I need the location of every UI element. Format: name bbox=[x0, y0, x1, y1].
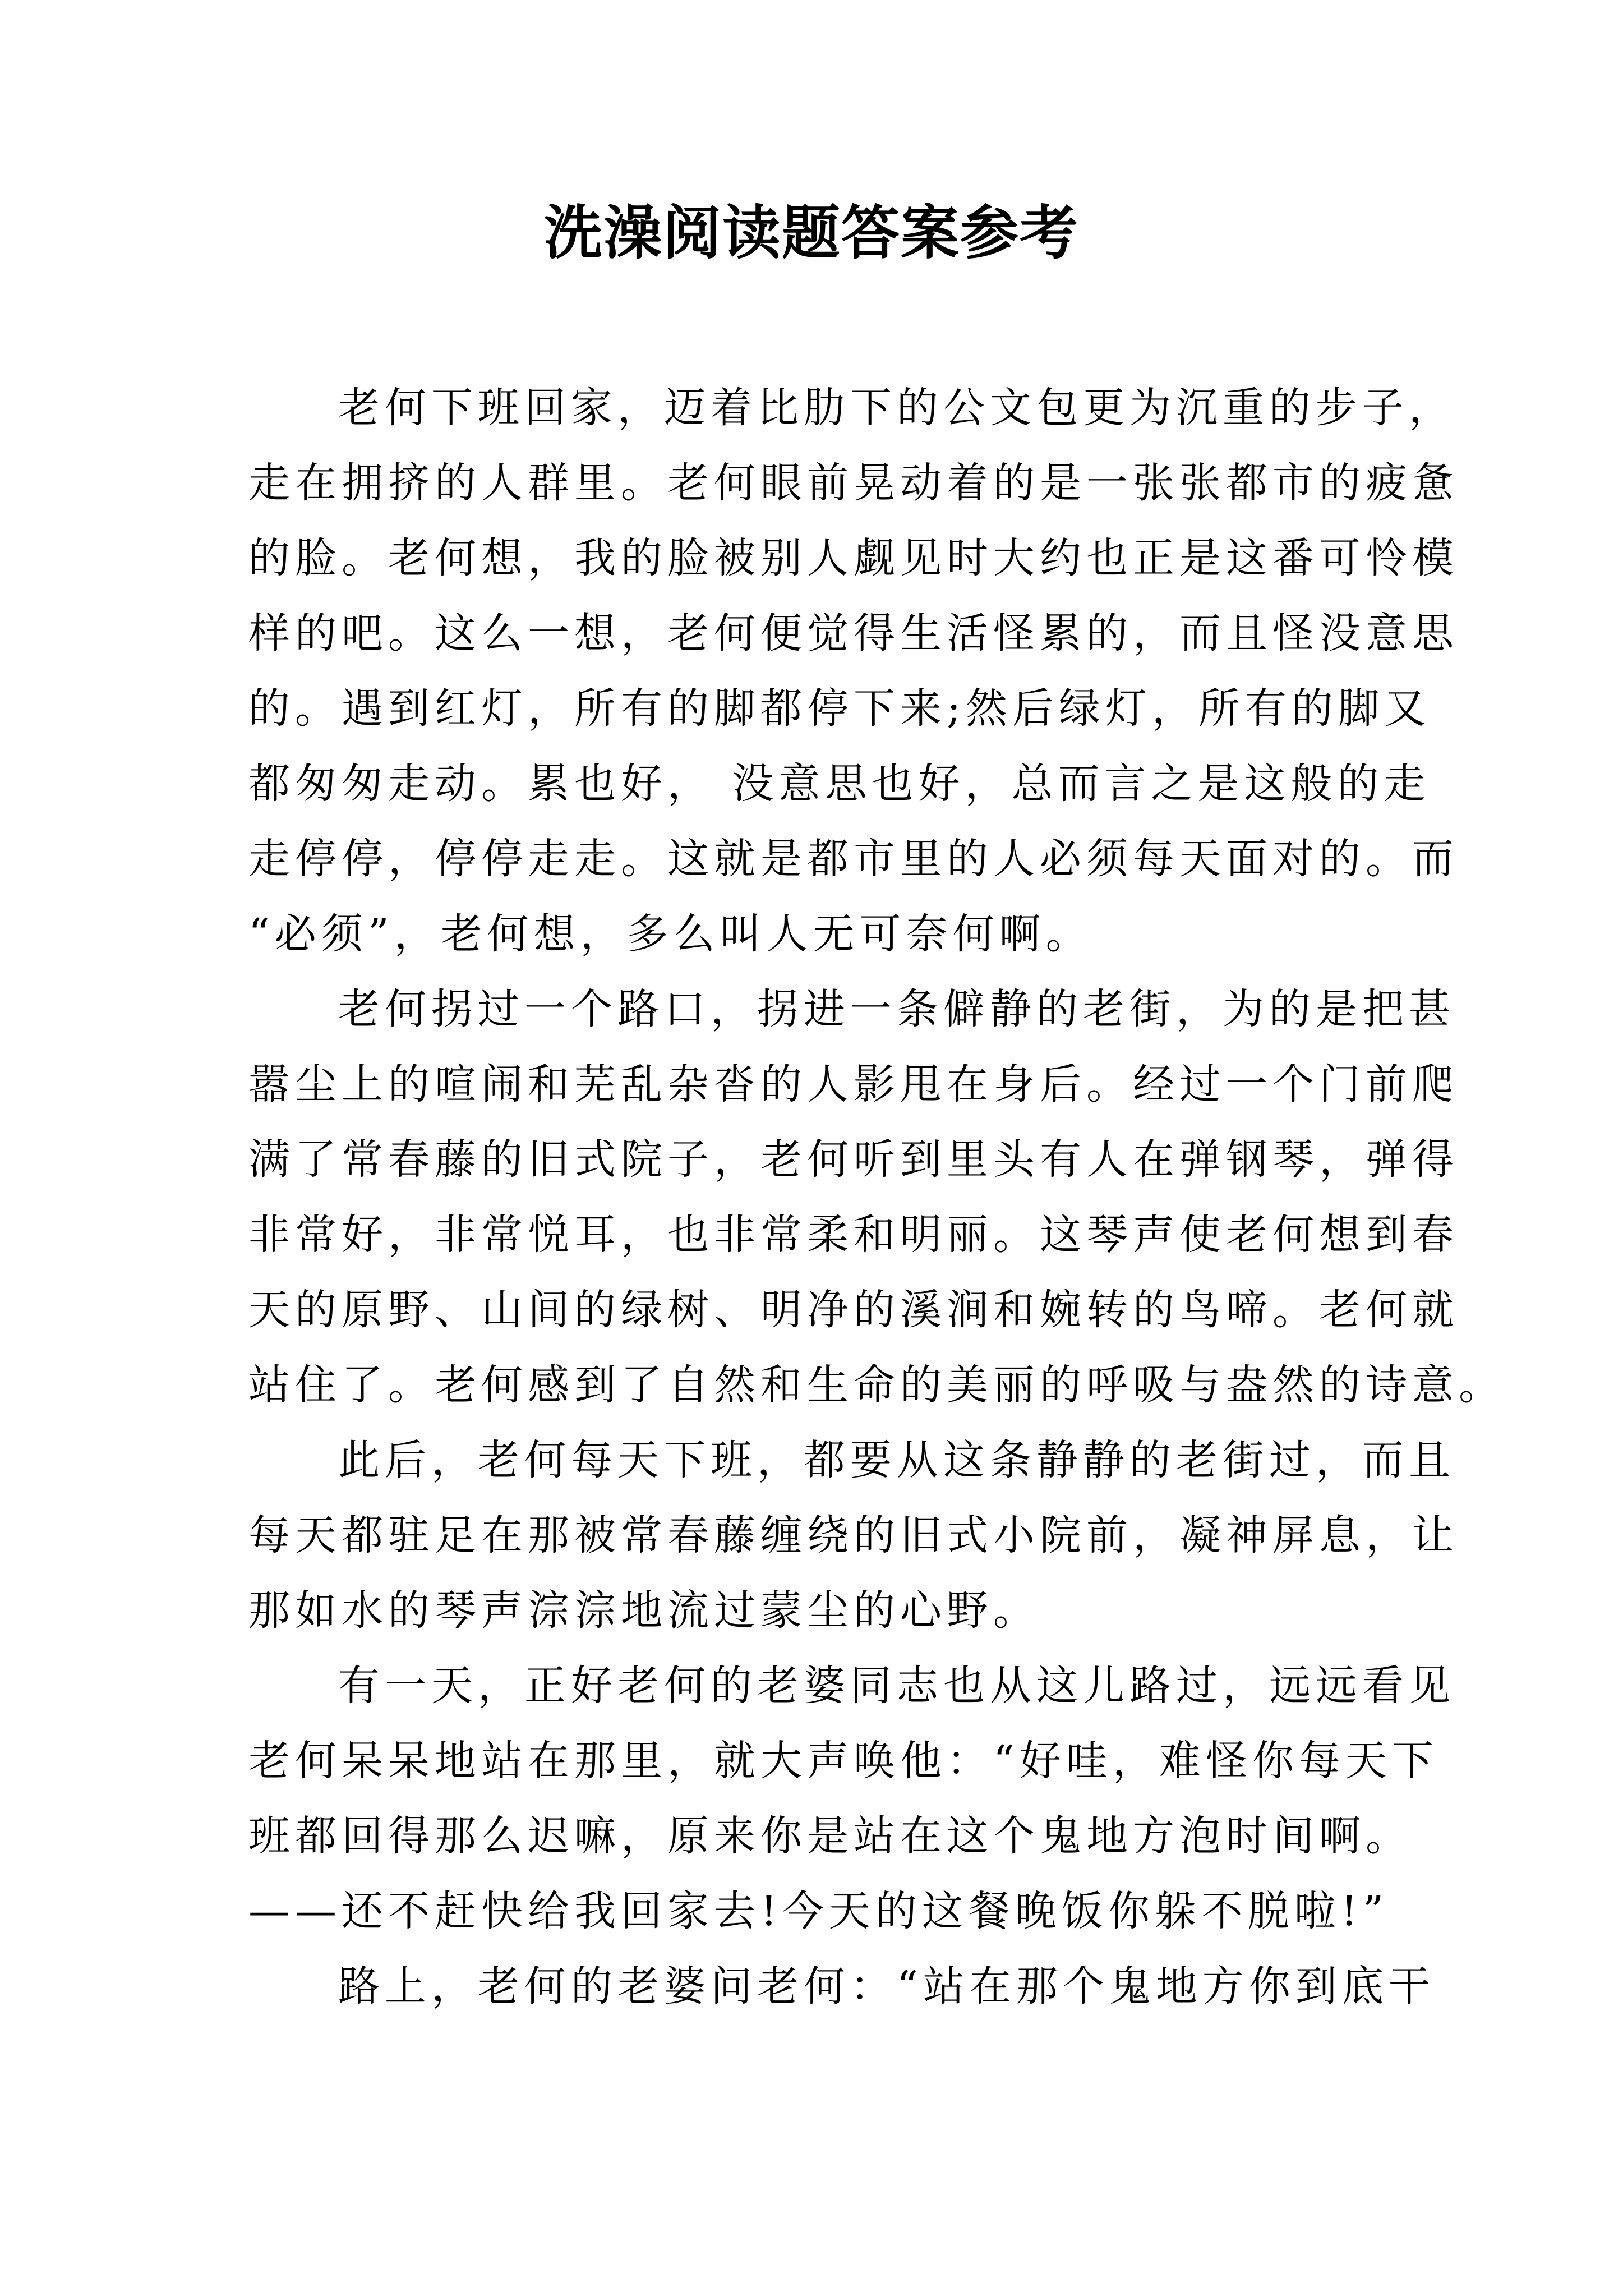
text-line: 的。遇到红灯，所有的脚都停下来;然后绿灯，所有的脚又 bbox=[248, 684, 1431, 733]
text-line: 老何下班回家，迈着比肋下的公文包更为沉重的步子， bbox=[338, 384, 1455, 432]
text-line: 走停停，停停走走。这就是都市里的人必须每天面对的。而 bbox=[248, 835, 1459, 883]
document-body bbox=[248, 370, 1505, 2024]
text-line: 有一天，正好老何的老婆同志也从这儿路过，远远看见 bbox=[338, 1662, 1455, 1710]
text-line: 此后，老何每天下班，都要从这条静静的老街过，而且 bbox=[338, 1436, 1455, 1484]
text-line: 每天都驻足在那被常春藤缠绕的旧式小院前，凝神屏息，让 bbox=[248, 1511, 1459, 1559]
text-line: 走在拥挤的人群里。老何眼前晃动着的是一张张都市的疲惫 bbox=[248, 459, 1459, 507]
text-line: 非常好，非常悦耳，也非常柔和明丽。这琴声使老何想到春 bbox=[248, 1211, 1459, 1259]
text-line: 满了常春藤的旧式院子，老何听到里头有人在弹钢琴，弹得 bbox=[248, 1135, 1459, 1184]
text-line: 的脸。老何想，我的脸被别人觑见时大约也正是这番可怜模 bbox=[248, 534, 1459, 582]
text-line: “必须”，老何想，多么叫人无可奈何啊。 bbox=[248, 910, 1092, 958]
text-line: 老何拐过一个路口，拐进一条僻静的老街，为的是把甚 bbox=[338, 985, 1455, 1033]
text-line: 那如水的琴声淙淙地流过蒙尘的心野。 bbox=[248, 1586, 1040, 1635]
text-line: 天的原野、山间的绿树、明净的溪涧和婉转的鸟啼。老何就 bbox=[248, 1286, 1459, 1334]
text-line: 嚣尘上的喧闹和芜乱杂沓的人影甩在身后。经过一个门前爬 bbox=[248, 1060, 1459, 1108]
text-line: 班都回得那么迟嘛，原来你是站在这个鬼地方泡时间啊。 bbox=[248, 1812, 1412, 1860]
text-line: ——还不赶快给我回家去!今天的这餐晚饭你躲不脱啦!” bbox=[248, 1887, 1389, 1935]
text-line: 路上，老何的老婆问老何：“站在那个鬼地方你到底干 bbox=[338, 1962, 1435, 2010]
text-line: 站住了。老何感到了自然和生命的美丽的呼吸与盎然的诗意。 bbox=[248, 1361, 1505, 1409]
document-title: 洗澡阅读题答案参考 bbox=[543, 198, 1079, 267]
text-line: 样的吧。这么一想，老何便觉得生活怪累的，而且怪没意思 bbox=[248, 609, 1459, 657]
text-line: 老何呆呆地站在那里，就大声唤他：“好哇，难怪你每天下 bbox=[248, 1737, 1438, 1785]
text-line: 都匆匆走动。累也好， 没意思也好，总而言之是这般的走 bbox=[248, 760, 1431, 808]
